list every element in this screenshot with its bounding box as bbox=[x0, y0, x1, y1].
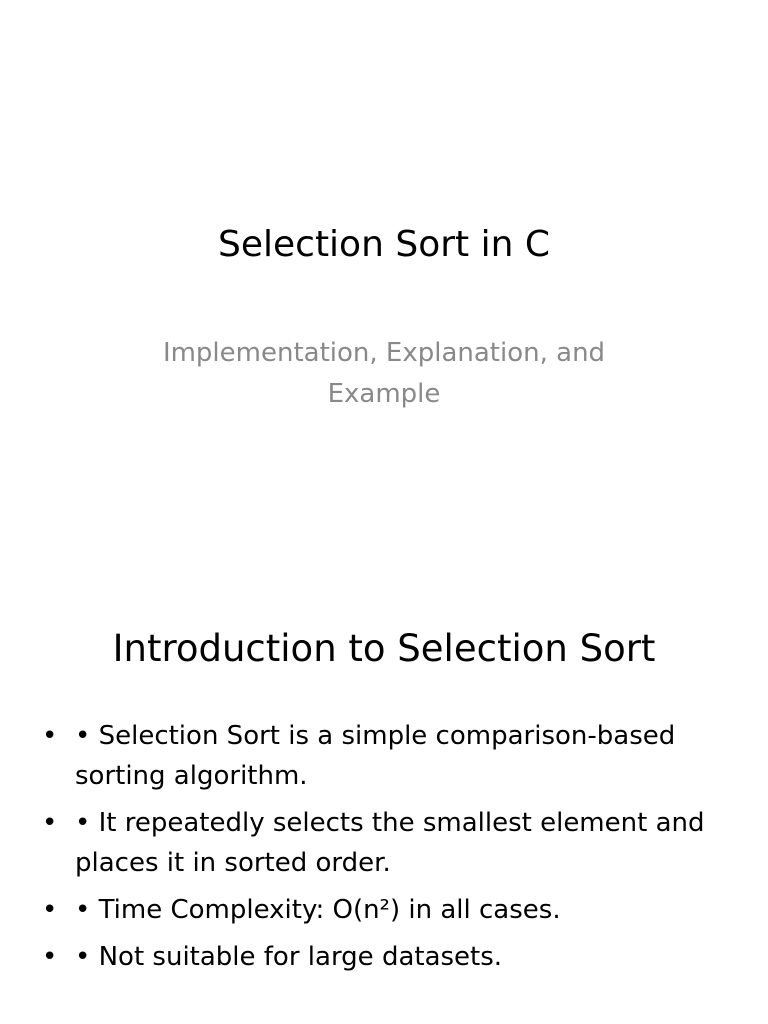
bullet-marker: • bbox=[42, 895, 58, 925]
bullet-item bbox=[36, 716, 740, 796]
bullet-text: • Selection Sort is a simple comparison-based sorting algorithm. bbox=[75, 721, 676, 791]
bullet-marker: • bbox=[42, 942, 58, 972]
bullet-item bbox=[36, 803, 740, 883]
content-slide bbox=[0, 576, 768, 1024]
slide-title: Introduction to Selection Sort bbox=[112, 627, 656, 670]
bullet-item bbox=[36, 937, 740, 977]
slide-subtitle: Implementation, Explanation, and Example bbox=[162, 338, 606, 409]
bullet-item bbox=[36, 890, 740, 930]
bullet-list bbox=[36, 716, 740, 984]
bullet-text: • It repeatedly selects the smallest element and places it in sorted order. bbox=[75, 808, 705, 878]
bullet-marker: • bbox=[42, 721, 58, 751]
bullet-marker: • bbox=[42, 808, 58, 838]
bullet-text: • Not suitable for large datasets. bbox=[75, 942, 503, 972]
slide-title: Selection Sort in C bbox=[218, 224, 550, 265]
bullet-text: • Time Complexity: O(n²) in all cases. bbox=[75, 895, 561, 925]
